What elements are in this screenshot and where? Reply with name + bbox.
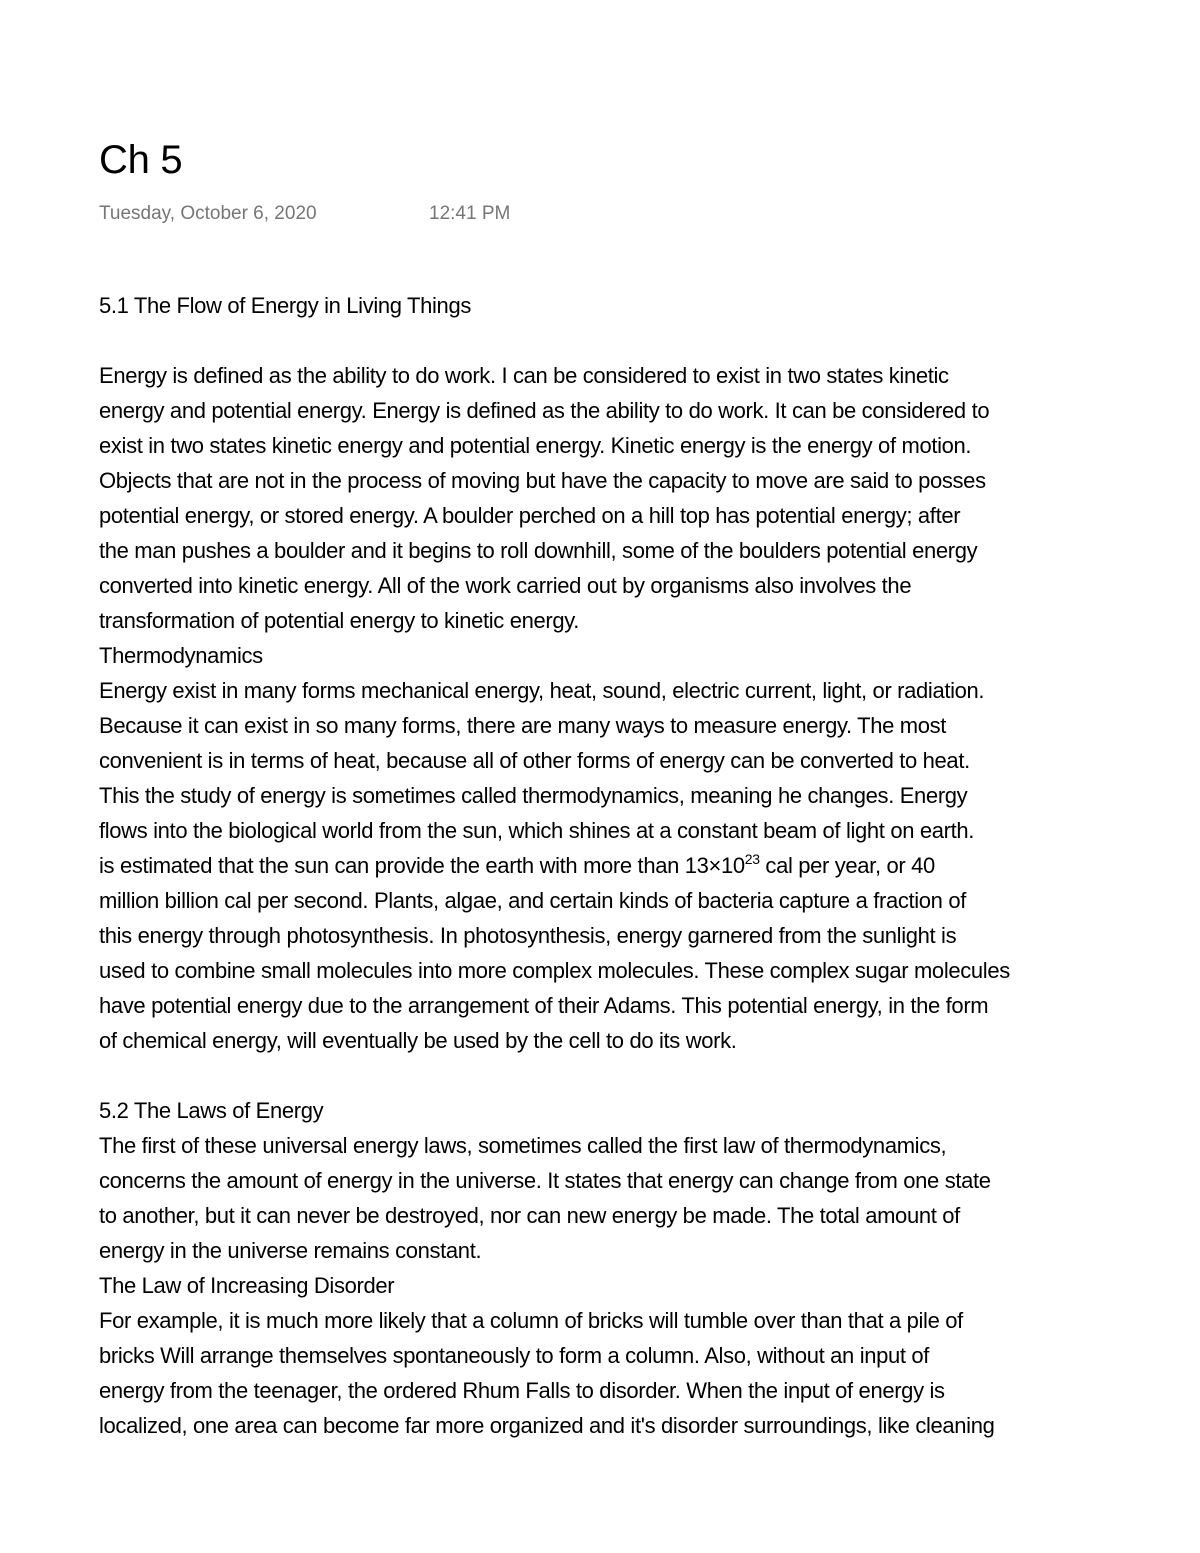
paragraph-line: transformation of potential energy to kinetic energy.: [99, 608, 579, 633]
paragraph-line: Because it can exist in so many forms, there are many ways to measure energy. The most: [99, 713, 947, 738]
paragraph-line: Objects that are not in the process of moving but have the capacity to move are said to posses: [99, 468, 986, 493]
paragraph-line: of chemical energy, will eventually be used by the cell to do its work.: [99, 1028, 737, 1053]
paragraph-line: this energy through photosynthesis. In photosynthesis, energy garnered from the sunlight is: [99, 923, 957, 948]
subheading-disorder: The Law of Increasing Disorder: [99, 1273, 395, 1298]
paragraph-line: have potential energy due to the arrangement of their Adams. This potential energy, in the form: [99, 993, 989, 1018]
section-heading: 5.2 The Laws of Energy: [99, 1098, 324, 1123]
section-heading: 5.1 The Flow of Energy in Living Things: [99, 293, 471, 318]
exponent: 23: [744, 851, 760, 867]
paragraph-line: to another, but it can never be destroyed, nor can new energy be made. The total amount of: [99, 1203, 960, 1228]
paragraph-line-exponent: [99, 848, 1200, 883]
paragraph-line: convenient is in terms of heat, because all of other forms of energy can be converted to heat.: [99, 748, 970, 773]
paragraph-line: exist in two states kinetic energy and potential energy. Kinetic energy is the energy of motion.: [99, 433, 972, 458]
page-date: Tuesday, October 6, 2020: [99, 203, 317, 224]
paragraph-line: energy from the teenager, the ordered Rhum Falls to disorder. When the input of energy is: [99, 1378, 945, 1403]
paragraph-line: localized, one area can become far more organized and it's disorder surroundings, like cleaning: [99, 1413, 995, 1438]
paragraph-line: energy and potential energy. Energy is defined as the ability to do work. It can be considered to: [99, 398, 990, 423]
paragraph-line: Energy is defined as the ability to do work. I can be considered to exist in two states kinetic: [99, 363, 949, 388]
paragraph-line: For example, it is much more likely that a column of bricks will tumble over than that a pile of: [99, 1308, 963, 1333]
subheading-thermodynamics: Thermodynamics: [99, 643, 263, 668]
note-body: [99, 288, 1200, 1438]
blank-line: [99, 323, 1200, 358]
paragraph-line: flows into the biological world from the sun, which shines at a constant beam of light on earth.: [99, 818, 975, 843]
blank-line: [99, 1058, 1200, 1093]
page-title: Ch 5: [99, 138, 183, 182]
paragraph-line: energy in the universe remains constant.: [99, 1238, 482, 1263]
paragraph-line: converted into kinetic energy. All of the work carried out by organisms also involves the: [99, 573, 912, 598]
exp-line-after: cal per year, or 40: [759, 853, 935, 878]
paragraph-line: million billion cal per second. Plants, algae, and certain kinds of bacteria capture a fraction of: [99, 888, 966, 913]
paragraph-line: This the study of energy is sometimes called thermodynamics, meaning he changes. Energy: [99, 783, 968, 808]
paragraph-line: the man pushes a boulder and it begins to roll downhill, some of the boulders potential energy: [99, 538, 978, 563]
paragraph-line: The first of these universal energy laws, sometimes called the first law of thermodynamics,: [99, 1133, 947, 1158]
paragraph-line: potential energy, or stored energy. A boulder perched on a hill top has potential energy; after: [99, 503, 961, 528]
page-time: 12:41 PM: [429, 203, 511, 224]
paragraph-line: concerns the amount of energy in the universe. It states that energy can change from one state: [99, 1168, 991, 1193]
exp-line-before: is estimated that the sun can provide the earth with more than 13×10: [99, 853, 745, 878]
paragraph-line: used to combine small molecules into more complex molecules. These complex sugar molecules: [99, 958, 1010, 983]
paragraph-line: bricks Will arrange themselves spontaneously to form a column. Also, without an input of: [99, 1343, 930, 1368]
page-meta: [99, 202, 511, 226]
paragraph-line: Energy exist in many forms mechanical energy, heat, sound, electric current, light, or radiation.: [99, 678, 985, 703]
